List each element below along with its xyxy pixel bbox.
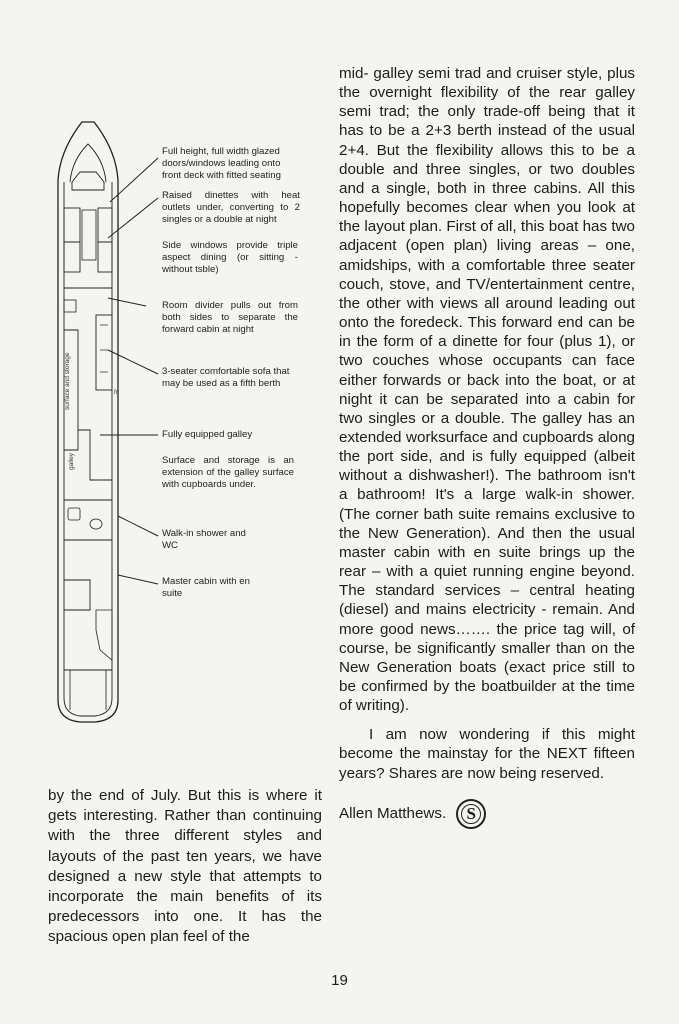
left-column-paragraph: by the end of July. But this is where it gets interesting. Rather than continuing with the three different styles and layouts of the past ten years, we have designed a new style that attempts to incorporate the main benefits of its predecessors into one. It has the spacious open plan feel of the [48,787,322,946]
plan-label-fr: fr [114,390,118,396]
callout-room-divider: Room divider pulls out from both sides to separate the forward cabin at night [162,300,298,335]
page-number: 19 [331,972,348,989]
right-column [339,64,635,829]
boat-layout-diagram [40,110,330,750]
author-signature [339,799,635,829]
callout-raised-dinettes: Raised dinettes with heat outlets under, converting to 2 singles or a double at night [162,190,300,225]
callout-front-doors: Full height, full width glazed doors/windows leading onto front deck with fitted seating [162,146,281,181]
callout-shower: Walk-in shower and WC [162,528,246,551]
author-name: Allen Matthews. [339,805,447,823]
left-column-text [48,786,322,948]
right-paragraph-1: mid- galley semi trad and cruiser style, plus the overnight flexibility of the rear galley semi trad; the only trade-off being that it has to be a 2+3 berth instead of the usual 2+4. But the flexibility allows this to be a double and three singles, or two doubles and a single, both in three cabins. All this hopefully becomes clear when you look at the layout plan. First of all, this boat has two adjacent (open plan) living areas – one, amidships, with a comfortable three seater couch, stove, and TV/entertainment centre, the other with views all around leading out onto the foredeck. This forward end can be in the form of a dinette for four (plus 1), or two couches whose occupants can face either forwards or back into the boat, or at night it can be separated into a cabin for two singles or a double. The galley has an extended worksurface and cupboards along the port side, and is fully equipped (albeit without a dishwasher!). The bathroom isn't a bathroom! It's a large walk-in shower. (The corner bath suite remains exclusive to the New Generation). And then the usual master cabin with en suite brings up the rear – with a quiet running engine beyond. The standard services – central heating (diesel) and mains electricity - remain. And more good news……. the price tag will, of course, be significantly smaller than on the New Generation boats (exact price still to be confirmed by the boatbuilder at the time of writing). [339,65,635,715]
plan-label-galley: galley [68,453,75,470]
callout-galley: Fully equipped galley [162,429,253,440]
plan-label-surface-storage: surface and storage [64,352,71,410]
callout-sofa: 3-seater comfortable sofa that may be used as a fifth berth [162,366,290,389]
callout-surface-storage: Surface and storage is an extension of the galley surface with cupboards under. [162,455,294,490]
right-paragraph-2: I am now wondering if this might become the mainstay for the NEXT fifteen years? Shares are now being reserved. [339,726,635,782]
publisher-logo-icon: S [456,799,486,829]
callout-side-windows: Side windows provide triple aspect dining (or sitting - without tsble) [162,240,298,275]
callout-master-cabin: Master cabin with en suite [162,576,250,599]
